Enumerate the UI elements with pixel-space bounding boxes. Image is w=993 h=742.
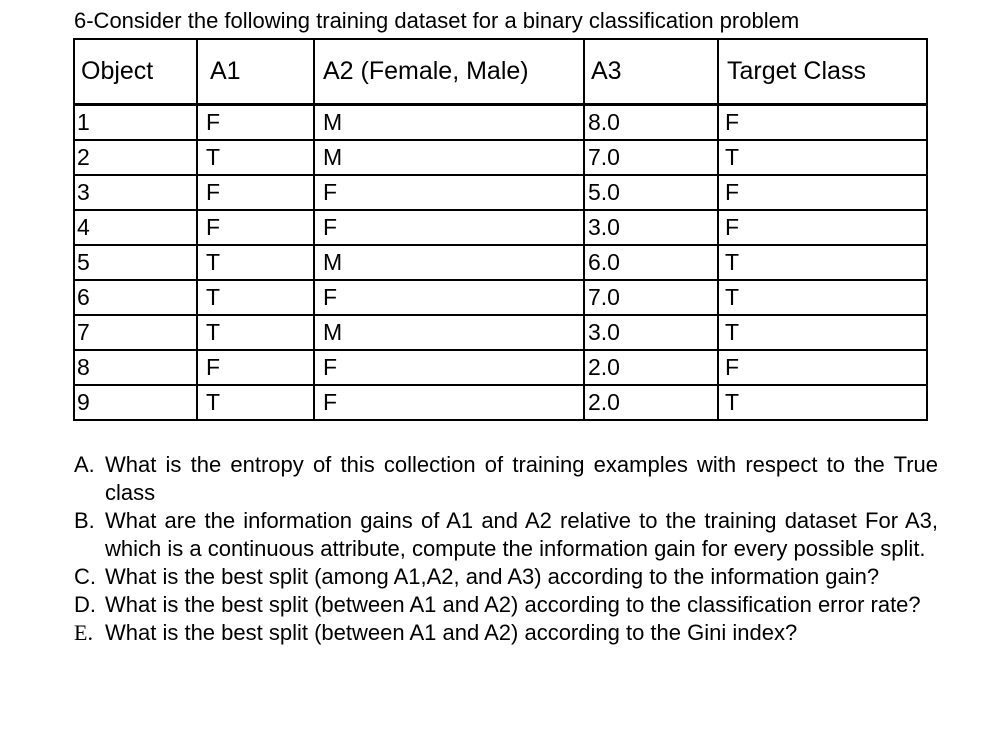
cell-a3: 3.0 xyxy=(584,210,718,245)
cell-a1: T xyxy=(197,280,314,315)
question-e xyxy=(74,619,938,647)
cell-a3: 3.0 xyxy=(584,315,718,350)
cell-a1: F xyxy=(197,210,314,245)
cell-a1: F xyxy=(197,105,314,141)
cell-a3: 2.0 xyxy=(584,350,718,385)
question-letter: C. xyxy=(74,564,96,589)
question-text: What is the best split (between A1 and A2) according to the classification error rate? xyxy=(105,592,921,617)
cell-object: 7 xyxy=(74,315,197,350)
cell-a3: 7.0 xyxy=(584,280,718,315)
question-list xyxy=(74,451,938,647)
cell-target-class: F xyxy=(718,350,927,385)
table-row xyxy=(74,210,927,245)
cell-a2: M xyxy=(314,105,584,141)
training-dataset-table xyxy=(73,38,928,421)
cell-object: 5 xyxy=(74,245,197,280)
table-row xyxy=(74,105,927,141)
cell-target-class: T xyxy=(718,140,927,175)
cell-a2: M xyxy=(314,140,584,175)
question-letter: B. xyxy=(74,508,95,533)
cell-a2: M xyxy=(314,245,584,280)
cell-object: 8 xyxy=(74,350,197,385)
cell-target-class: T xyxy=(718,245,927,280)
question-letter: D. xyxy=(74,592,96,617)
question-d xyxy=(74,591,938,619)
table-header-row xyxy=(74,39,927,105)
cell-a2: F xyxy=(314,280,584,315)
cell-target-class: F xyxy=(718,105,927,141)
cell-a3: 6.0 xyxy=(584,245,718,280)
question-b xyxy=(74,507,938,563)
cell-a2: F xyxy=(314,210,584,245)
header-a1: A1 xyxy=(197,39,314,105)
cell-object: 3 xyxy=(74,175,197,210)
header-target-class: Target Class xyxy=(718,39,927,105)
header-a2: A2 (Female, Male) xyxy=(314,39,584,105)
question-text: What is the best split (among A1,A2, and A3) according to the information gain? xyxy=(105,564,880,589)
cell-object: 2 xyxy=(74,140,197,175)
question-letter: A. xyxy=(74,452,95,477)
cell-a2: F xyxy=(314,350,584,385)
cell-object: 1 xyxy=(74,105,197,141)
cell-a1: T xyxy=(197,245,314,280)
question-text: What are the information gains of A1 and A2 relative to the training dataset For A3, which is a continuous attribute, compute the information gain for every possible split. xyxy=(105,508,938,561)
cell-a3: 2.0 xyxy=(584,385,718,420)
table-row xyxy=(74,245,927,280)
question-a xyxy=(74,451,938,507)
question-text: What is the entropy of this collection of training examples with respect to the True class xyxy=(105,452,938,505)
cell-object: 9 xyxy=(74,385,197,420)
cell-target-class: T xyxy=(718,315,927,350)
cell-a1: T xyxy=(197,385,314,420)
cell-a3: 8.0 xyxy=(584,105,718,141)
cell-object: 4 xyxy=(74,210,197,245)
header-object: Object xyxy=(74,39,197,105)
header-a3: A3 xyxy=(584,39,718,105)
question-c xyxy=(74,563,938,591)
cell-target-class: F xyxy=(718,210,927,245)
cell-target-class: T xyxy=(718,385,927,420)
cell-a2: F xyxy=(314,175,584,210)
cell-a3: 5.0 xyxy=(584,175,718,210)
cell-object: 6 xyxy=(74,280,197,315)
cell-a2: F xyxy=(314,385,584,420)
question-text: What is the best split (between A1 and A2) according to the Gini index? xyxy=(105,620,798,645)
cell-a2: M xyxy=(314,315,584,350)
cell-a1: F xyxy=(197,175,314,210)
cell-a3: 7.0 xyxy=(584,140,718,175)
table-row xyxy=(74,140,927,175)
cell-target-class: T xyxy=(718,280,927,315)
table-row xyxy=(74,175,927,210)
cell-target-class: F xyxy=(718,175,927,210)
cell-a1: T xyxy=(197,315,314,350)
table-row xyxy=(74,350,927,385)
question-letter: E. xyxy=(74,620,93,645)
table-row xyxy=(74,315,927,350)
cell-a1: F xyxy=(197,350,314,385)
cell-a1: T xyxy=(197,140,314,175)
page-title: 6-Consider the following training dataset for a binary classification problem xyxy=(74,8,800,33)
table-row xyxy=(74,280,927,315)
table-row xyxy=(74,385,927,420)
